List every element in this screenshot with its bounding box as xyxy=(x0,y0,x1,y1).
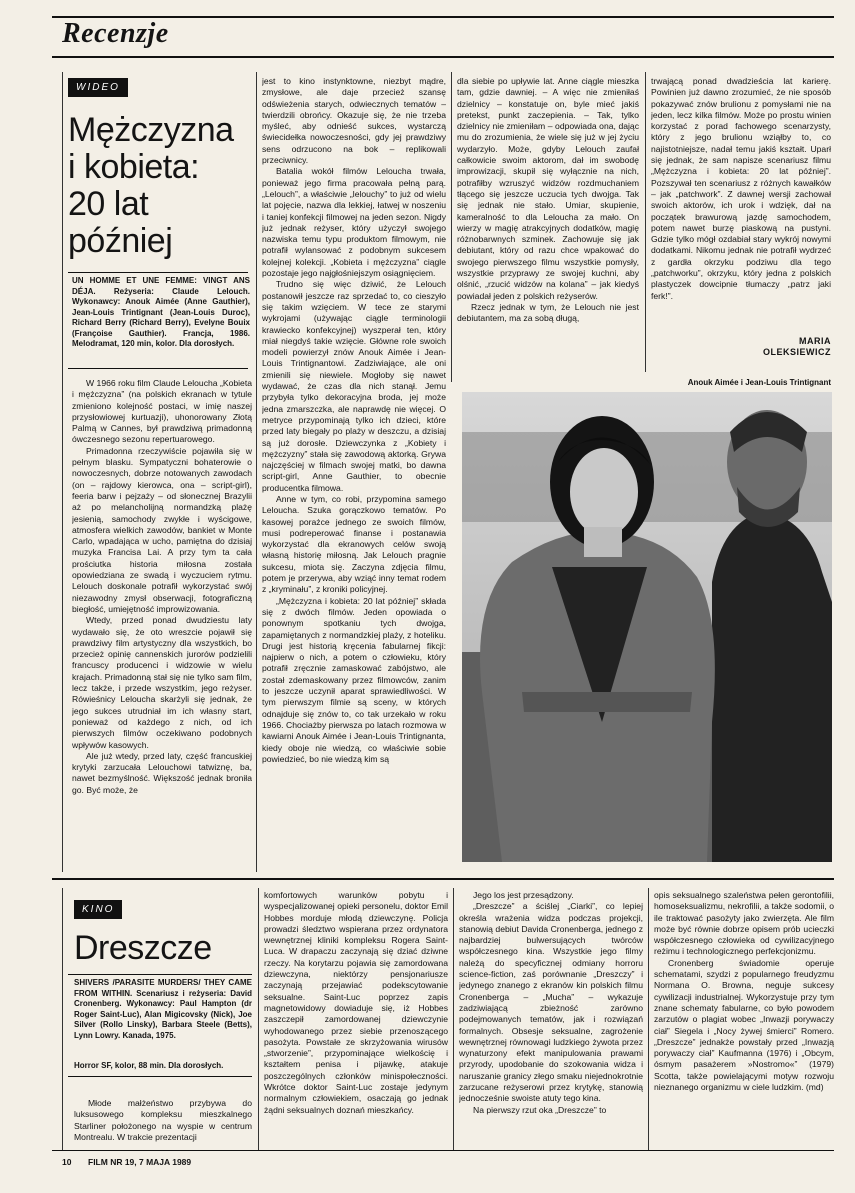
wideo-title-line-1: Mężczyzna xyxy=(68,111,234,149)
photo-illustration xyxy=(462,392,832,862)
paragraph: Cronenberg świadomie operuje schematami, szydzi z popularnego freudyzmu Normana O. Browna, neguje sukcesy cywilizacji industrialnej. Wykorzystuje przy tym znane schematy fabularne, co było powodem zarzutów o plagiat wobec „Inwazji porywaczy ciał” Siegela i „Nocy żywej śmierci” Romero. „Dreszcze” jednakże powstały przed „Inwazją porywaczy ciał” Kaufmanna (1976) i „Obcym, ósmym pasażerem »Nostromo«” (1979) Scotta, także powielającymi motyw rozwoju nieznanego organizmu w ciele ludzkim. (md) xyxy=(654,957,834,1093)
wideo-left-rule xyxy=(62,72,63,872)
paragraph: Batalia wokół filmów Lelouchа trwała, ponieważ jego firma pracowała pełną parą. „Lelouch”, a właściwie „lelouchy” to już od wielu lat pojęcie, nazwa dla lekkiej, łatwej w noszeniu i taniej konfekcji filmowej na jeden sezon. Nigdy już jednak reżyser, który użyczył swojego nazwiska temu typu produktom filmowym, nie potrafił wylansować z podobnym sukcesem kolejnej kolekcji. „Kobieta i mężczyzna” ciągle pozostaje jego najgłośniejszym osiągnięciem. xyxy=(262,166,446,279)
kino-left-rule xyxy=(62,888,63,1150)
wideo-credits-rule xyxy=(68,272,248,273)
kino-tag: KINO xyxy=(74,900,122,919)
paragraph: „Dreszcze” a ściślej „Ciarki”, co lepiej określa wrażenia widza podczas projekcji, stanowią debiut Davida Cronenberga, jednego z najbardziej bulwersujących twórców współczesnego kina. Wszystkie jego filmy należą do specyficznej odmiany horroru science-fiction, zaś porównanie „Dreszczy” i jedynego znanego z ekranów kin polskich filmu Cronenberga – „Mucha” – wykazuje zadziwiającą zbieżność zarówno podejmowanych tematów, jak i rozwiązań formalnych. Obsesje seksualne, zagrożenie wewnętrznej równowagi ludzkiego żywota przez wynaturzony efekt manipulowania prawami przyrody, upodobanie do szokowania widza i naruszanie granicy złego smaku niejednokrotnie zarzucane reżyserowi przez krytykę, stanowią jednocześnie swoiste atuty tego kina. xyxy=(459,901,643,1104)
paragraph: Rzecz jednak w tym, że Lelouch nie jest debiutantem, ma za sobą długą, xyxy=(457,301,639,324)
paragraph: Młode małżeństwo przybywa do luksusowego kompleksu mieszkalnego Starliner położonego na wyspie w centrum Montrealu. W trakcie prezentacji xyxy=(74,1098,252,1142)
author-signature xyxy=(651,336,831,358)
paragraph: Wtedy, przed ponad dwudziestu laty wydawało się, że oto wreszcie pojawił się prawdziwy film artystyczny dla wszystkich, bo przecież opinię cannenskich jurorów podzielili francuscy producenci i widzowie w wielu krajach. Primadonną stał się nie tylko sam film, lecz także, i przede wszystkim, jego reżyser. Rówieśnicy Lelouchа skarżyli się jednak, że jego sukces utrudniał im ich własny start, ponieważ od każdego z nich, od ich pierwszych filmów oczekiwano podobnych wpływów kasowych. xyxy=(72,615,252,750)
top-rule xyxy=(52,16,834,18)
page-number: 10 xyxy=(62,1157,72,1167)
paragraph: trwającą ponad dwadzieścia lat karierę. Powinien już dawno zrozumieć, że nie sposób pokazywać znów brulionu z pomysłami nie na jeden, lecz kilka filmów. Może po prostu winien korzystać z porad fachowego scenarzysty, który z jego brulionu wziąłby to, co najistotniejsze, nadał temu jakiś kształt. Uparł się jednak, że sam napisze scenariusz filmu „Mężczyzna i kobieta: 20 lat później”. Pozszywał ten scenariusz z różnych kawałków – jak „patchwork”. Z dawnej wersji zachował swoich aktorów, ich urok i wdzięk, dał na początek brawurową jazdę samochodem, potem nawet burzę piaskową na pustyni. Gdzie tylko mógł ozdabiał stary wykrój nowymi dodatkami. Nikomu jednak nie potrafił wydrzeć z gardła okrzyku podziwu dla tego „patchworku”, okrzyku, który jedna z polskich plastyczek dowcipnie tłumaczy „patrz jaki ferk!”. xyxy=(651,76,831,301)
wideo-tag: WIDEO xyxy=(68,78,128,97)
column-divider xyxy=(648,888,649,1150)
paragraph: opis seksualnego szaleństwa pełen gerontofilii, homoseksualizmu, nekrofilii, a także sodomii, o ile traktować pasożyty jako zwierzęta. Ale film może być równie dobrze opisem prób ucieczki współczesnego człowieka od cywilizacyjnego reżimu i technologicznego perfekcjonizmu. xyxy=(654,890,834,957)
column-divider xyxy=(453,888,454,1150)
wideo-title-line-4: później xyxy=(68,222,173,260)
issue-info: FILM NR 19, 7 MAJA 1989 xyxy=(88,1157,192,1167)
wideo-credits: UN HOMME ET UNE FEMME: VINGT ANS DÉJA. Reżyseria: Claude Lelouch. Wykonawcy: Anouk Aimée (Anne Gauthier), Jean-Louis Trintignant (Jean-Louis Duroc), Richard Berry (Richard Berry), Evelyne Bouix (Françoise Gauthier). Francja, 1986. Melodramat, 120 min, kolor. Dla dorosłych. xyxy=(72,276,250,348)
paragraph: Trudno się więc dziwić, że Lelouch postanowił jeszcze raz sprzedać to, co cieszyło się takim wzięciem. W tece ze starymi wykrojami (używając ciągle terminologii krawiecko konfekcyjnej) wyszperał ten, który miał niegdyś takie wzięcie. Główne role swoich modeli powierzył znów Anouk Aimée i Jean-Louis Trintignantowi. Zadziwiające, ale oni zmienili się niewiele. Mogłoby się nawet wydawać, że czas dla nich stanął. Jemu przybyła tylko dekoracyjna broda, jej może jedna zmarszczka, ale naprawdę nie więcej. O metryce przypominają tylko ich dzieci, które przed laty biegały po plaży w deszczu, a dzisiaj są już dorosłe. Dziewczynka z „Kobiety i mężczyzny” stała się zawodową aktorką. Grywa najczęściej w filmach swojej matki, bo dawna script-girl, Anne Gauthier, to obecnie producentka filmowa. xyxy=(262,279,446,493)
column-divider xyxy=(451,72,452,382)
kino-column-1 xyxy=(74,1098,252,1146)
paragraph: W 1966 roku film Claude Lelouchа „Kobieta i mężczyzna” (na polskich ekranach w tytule zmieniono kolejność postaci, w imię naszej przysłowiowej kurtuazji), uhonorowany Złotą Palmą w Cannes, był prawdziwą primadonną ówczesnego sezonu repertuarowego. xyxy=(72,378,252,445)
paragraph: „Mężczyzna i kobieta: 20 lat później” składa się z dwóch filmów. Jeden opowiada o ponownym spotkaniu tych dwojga, zapamiętanych z normandzkiej plaży, z hoteliku. Drugi jest historią kręcenia fabularnej fikcji: najpierw o nich, a potem o człowieku, który potrafił zręcznie zamaskować zabójstwo, ale został zdemaskowany przez filmowców, zanim to jeszcze uczynił aparat sprawiedliwości. W tym pierwszym filmie są sceny, w których odnajduje się znów to, co tak urzekało w roku 1966. Chociażby pierwsza po latach rozmowa w kawiarni Anouk Aimée i Jean-Louis Trintignanta, kiedy oboje nie wiedzą, co właściwie sobie powiedzieć, bo nie wiedzą kim są xyxy=(262,595,446,764)
kino-column-3 xyxy=(459,890,643,1148)
paragraph: Ale już wtedy, przed laty, część francuskiej krytyki zarzucała Lelouchowi tatwiznę, ba, nawet bezmyślność. Większość jednak broniła go. Być może, że xyxy=(72,750,252,795)
paragraph: Na pierwszy rzut oka „Dreszcze” to xyxy=(473,1104,607,1115)
paragraph: komfortowych warunków pobytu i wyspecjalizowanej opieki personelu, doktor Emil Hobbes morduje młodą dziewczynę. Policja prowadzi śledztwo wspierana przez ordynatora wewnętrznej kliniki kompleksu Rogera Saint-Luca. W drapaczu zaczynają się dziać dziwne rzeczy. Na korytarzu pojawia się zamordowana dziewczyna, niektórzy pensjonariusze zaczynają przejawiać podekscytowanie seksualne. Saint-Luc poprzez zapis magnetowidowy dowiaduje się, iż Hobbes zaszczepił zamordowanej dziewczynie wyhodowanego przez siebie przenoszącego pasożyta. Powstałe ze skrzyżowania wirusów „stworzenie”, przypominające wielkościę i kształtem penisa i pijawkę, atakuje poszczególnych członków minispołeczności. Wkrótce doktor Saint-Luc zostaje jedynym normalnym człowiekiem, osaczają go jednak żądni seksualnych doznań mieszkańcy. xyxy=(264,890,448,1115)
kino-credits-genre: Horror SF, kolor, 88 min. Dla dorosłych. xyxy=(74,1061,224,1070)
header-rule xyxy=(52,56,834,58)
paragraph: Anne w tym, co robi, przypomina samego Lelouchа. Szuka gorączkowo tematów. Po kasowej porażce jednego ze swoich filmów, musi podreperować finanse i postanawia wykorzystać dla ekranowych celów swoją własną historię miłosną. Jak Lelouch pragnie sukcesu, miota się. Zaczyna zdjęcia filmu, potem je przerywa, aby wziąć inny temat rodem z „kryminału”, z kroniki policyjnej. xyxy=(262,493,446,595)
wideo-title-line-2: i kobieta: xyxy=(68,148,200,186)
author-first-name: MARIA xyxy=(799,336,831,346)
footer-rule xyxy=(52,1150,834,1151)
column-divider xyxy=(256,72,257,872)
wideo-column-1 xyxy=(72,378,252,868)
kino-credits-bottom-rule xyxy=(68,1076,252,1077)
paragraph: jest to kino instynktowne, niezbyt mądre, zmysłowe, ale daje przecież szansę odświeżenia starych, odwiecznych tematów – twierdzili obrońcy. Okazuje się, że nie trzeba myśleć, aby odnieść sukces, wystarczą świecidełka nowoczesności, gdy jej prawdziwy sens odrzucono na bok – replikowali przeciwnicy. xyxy=(262,76,446,166)
wideo-title xyxy=(68,112,234,260)
section-title: Recenzje xyxy=(62,18,169,49)
kino-title: Dreszcze xyxy=(74,929,212,967)
kino-column-2 xyxy=(264,890,448,1148)
kino-credits: SHIVERS /PARASITE MURDERS/ THEY CAME FROM WITHIN. Scenariusz i reżyseria: David Cronenberg. Wykonawcy: Paul Hampton (dr Roger Saint-Luc), Alan Migicovsky (Nick), Joe Silver (Rollo Linsky), Barbara Steele (Betts), Lynn Lowry. Kanada, 1975. xyxy=(74,978,252,1040)
paragraph: dla siebie po upływie lat. Anne ciągle mieszka tam, gdzie dawniej. – A więc nie zmieniłaś dzielnicy – konstatuje on, byle mieć jakiś pretekst, punkt zaczepienia. – Tak, tylko dzielnicy nie zmieniłam – odpowiada ona, dając mu do zrozumienia, że wiele się już w jej życiu wydarzyło. Może, gdyby Lelouch zaufał całkowicie swoim aktorom, dał im swobodę improwizacji, skupił się wyłącznie na nich, potrafiłby wzruszyć widzów rozdmuchaniem tłącego się jeszcze uczucia tych dwojga. Tak się jednak nie stało. Umiar, skupienie, kameralność to dla Lelouchа za mało. On wierzy w magię atrakcyjnych dodatków, magię różnobarwnych szminek. Zachowuje się jak debiutant, który od razu chce wpakować do swojego pierwszego filmu wszystkie pomysły, wszystkie przyprawy ze swojej kuchni, aby olśnić, „rzucić widzów na kolana” – jak kiedyś powiadał jeden z polskich reżyserów. xyxy=(457,76,639,301)
column-divider xyxy=(645,72,646,372)
wideo-column-4 xyxy=(651,76,831,338)
wideo-column-2 xyxy=(262,76,446,868)
wideo-title-line-3: 20 lat xyxy=(68,185,149,223)
wideo-column-3 xyxy=(457,76,639,386)
article-photo xyxy=(462,392,832,862)
section-separator xyxy=(52,878,834,880)
paragraph: Jego los jest przesądzony. xyxy=(473,890,574,900)
kino-credits-rule xyxy=(68,974,252,975)
column-divider xyxy=(258,888,259,1150)
author-last-name: OLEKSIEWICZ xyxy=(763,347,831,357)
kino-column-4 xyxy=(654,890,834,1148)
wideo-credits-bottom-rule xyxy=(68,368,248,369)
paragraph: Primadonna rzeczywiście pojawiła się w pełnym blasku. Sympatyczni bohaterowie o nowoczesnych, dobrze notowanych zawodach (on – rajdowy kierowca, ona – script-girl), feeria barw i pejzaży – od słonecznej Brazylii aż po melancholijną normandzką plażę jesienią, samochody zwykłe i wyścigowe, atmosfera wielkich zawodów, bankiet w Monte Carlo, wpadająca w ucho, pamiętna do dzisiaj muzyka Francisa Lai. A przy tym ta cała prościutka historia miłosna została opowiedziana ze swadą i wyczuciem rytmu. Lelouch doskonale potrafił wykorzystać swój niezawodny zmysł obserwacji, fotograficzną biegłość, umiejętność improwizowania. xyxy=(72,445,252,614)
photo-caption: Anouk Aimée i Jean-Louis Trintignant xyxy=(687,378,831,387)
